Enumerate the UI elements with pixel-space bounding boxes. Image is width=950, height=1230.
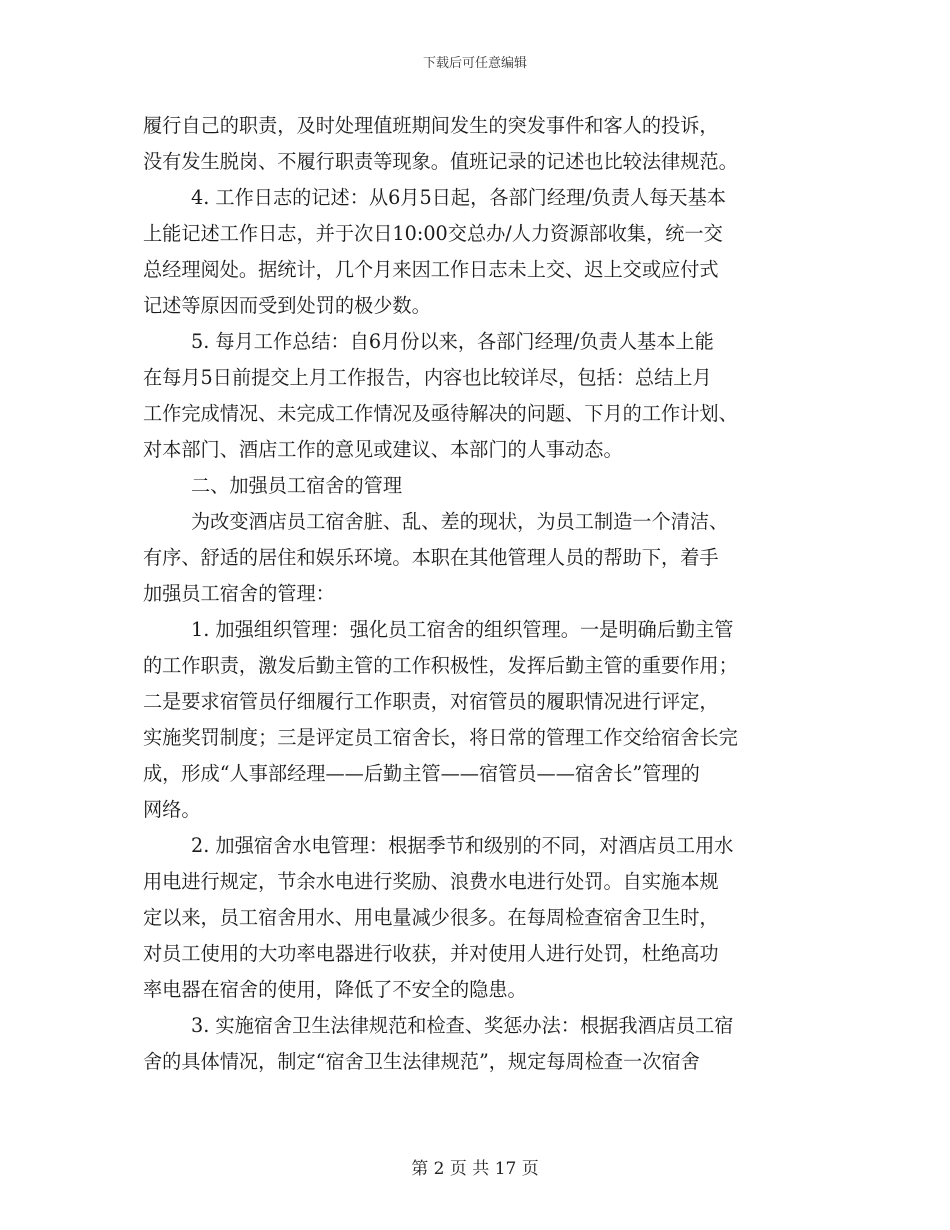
text-line: 实施奖罚制度；三是评定员工宿舍长，将日常的管理工作交给宿舍长完 xyxy=(143,726,738,749)
text-line: 上能记述工作日志，并于次日10:00交总办/人力资源部收集，统一交 xyxy=(143,222,723,245)
text-line: 舍的具体情况，制定“宿舍卫生法律规范”，规定每周检查一次宿舍 xyxy=(143,1050,700,1073)
document-body xyxy=(143,108,811,1080)
text-line: 率电器在宿舍的使用，降低了不安全的隐患。 xyxy=(143,978,527,1001)
text-line: 1. 加强组织管理：强化员工宿舍的组织管理。一是明确后勤主管 xyxy=(191,618,734,641)
text-line: 定以来，员工宿舍用水、用电量减少很多。在每周检查宿舍卫生时， xyxy=(143,906,719,929)
text-line: 为改变酒店员工宿舍脏、乱、差的现状，为员工制造一个清洁、 xyxy=(191,510,729,533)
text-line: 履行自己的职责，及时处理值班期间发生的突发事件和客人的投诉， xyxy=(143,114,719,137)
text-line: 网络。 xyxy=(143,798,201,821)
text-line: 4. 工作日志的记述：从6月5日起，各部门经理/负责人每天基本 xyxy=(191,186,726,209)
text-line: 在每月5日前提交上月工作报告，内容也比较详尽，包括：总结上月 xyxy=(143,366,712,389)
text-line: 记述等原因而受到处罚的极少数。 xyxy=(143,294,431,317)
text-line: 3. 实施宿舍卫生法律规范和检查、奖惩办法：根据我酒店员工宿 xyxy=(191,1014,734,1037)
text-line: 有序、舒适的居住和娱乐环境。本职在其他管理人员的帮助下，着手 xyxy=(143,546,719,569)
text-line: 二是要求宿管员仔细履行工作职责，对宿管员的履职情况进行评定， xyxy=(143,690,719,713)
text-line: 没有发生脱岗、不履行职责等现象。值班记录的记述也比较法律规范。 xyxy=(143,150,738,173)
text-line: 成，形成“人事部经理——后勤主管——宿管员——宿舍长”管理的 xyxy=(143,762,700,785)
text-line: 5. 每月工作总结：自6月份以来，各部门经理/负责人基本上能 xyxy=(191,330,714,353)
text-line: 用电进行规定，节余水电进行奖励、浪费水电进行处罚。自实施本规 xyxy=(143,870,719,893)
text-line: 的工作职责，激发后勤主管的工作积极性，发挥后勤主管的重要作用； xyxy=(143,654,738,677)
text-line: 总经理阅处。据统计，几个月来因工作日志未上交、迟上交或应付式 xyxy=(143,258,719,281)
text-line: 对本部门、酒店工作的意见或建议、本部门的人事动态。 xyxy=(143,438,623,461)
text-line: 二、加强员工宿舍的管理 xyxy=(191,474,403,497)
page-footer: 第 2 页 共 17 页 xyxy=(411,1159,539,1179)
text-line: 工作完成情况、未完成工作情况及亟待解决的问题、下月的工作计划、 xyxy=(143,402,738,425)
page-header: 下载后可任意编辑 xyxy=(422,56,527,71)
text-line: 2. 加强宿舍水电管理：根据季节和级别的不同，对酒店员工用水 xyxy=(191,834,734,857)
text-line: 加强员工宿舍的管理： xyxy=(143,582,335,605)
text-line: 对员工使用的大功率电器进行收获，并对使用人进行处罚，杜绝高功 xyxy=(143,942,719,965)
